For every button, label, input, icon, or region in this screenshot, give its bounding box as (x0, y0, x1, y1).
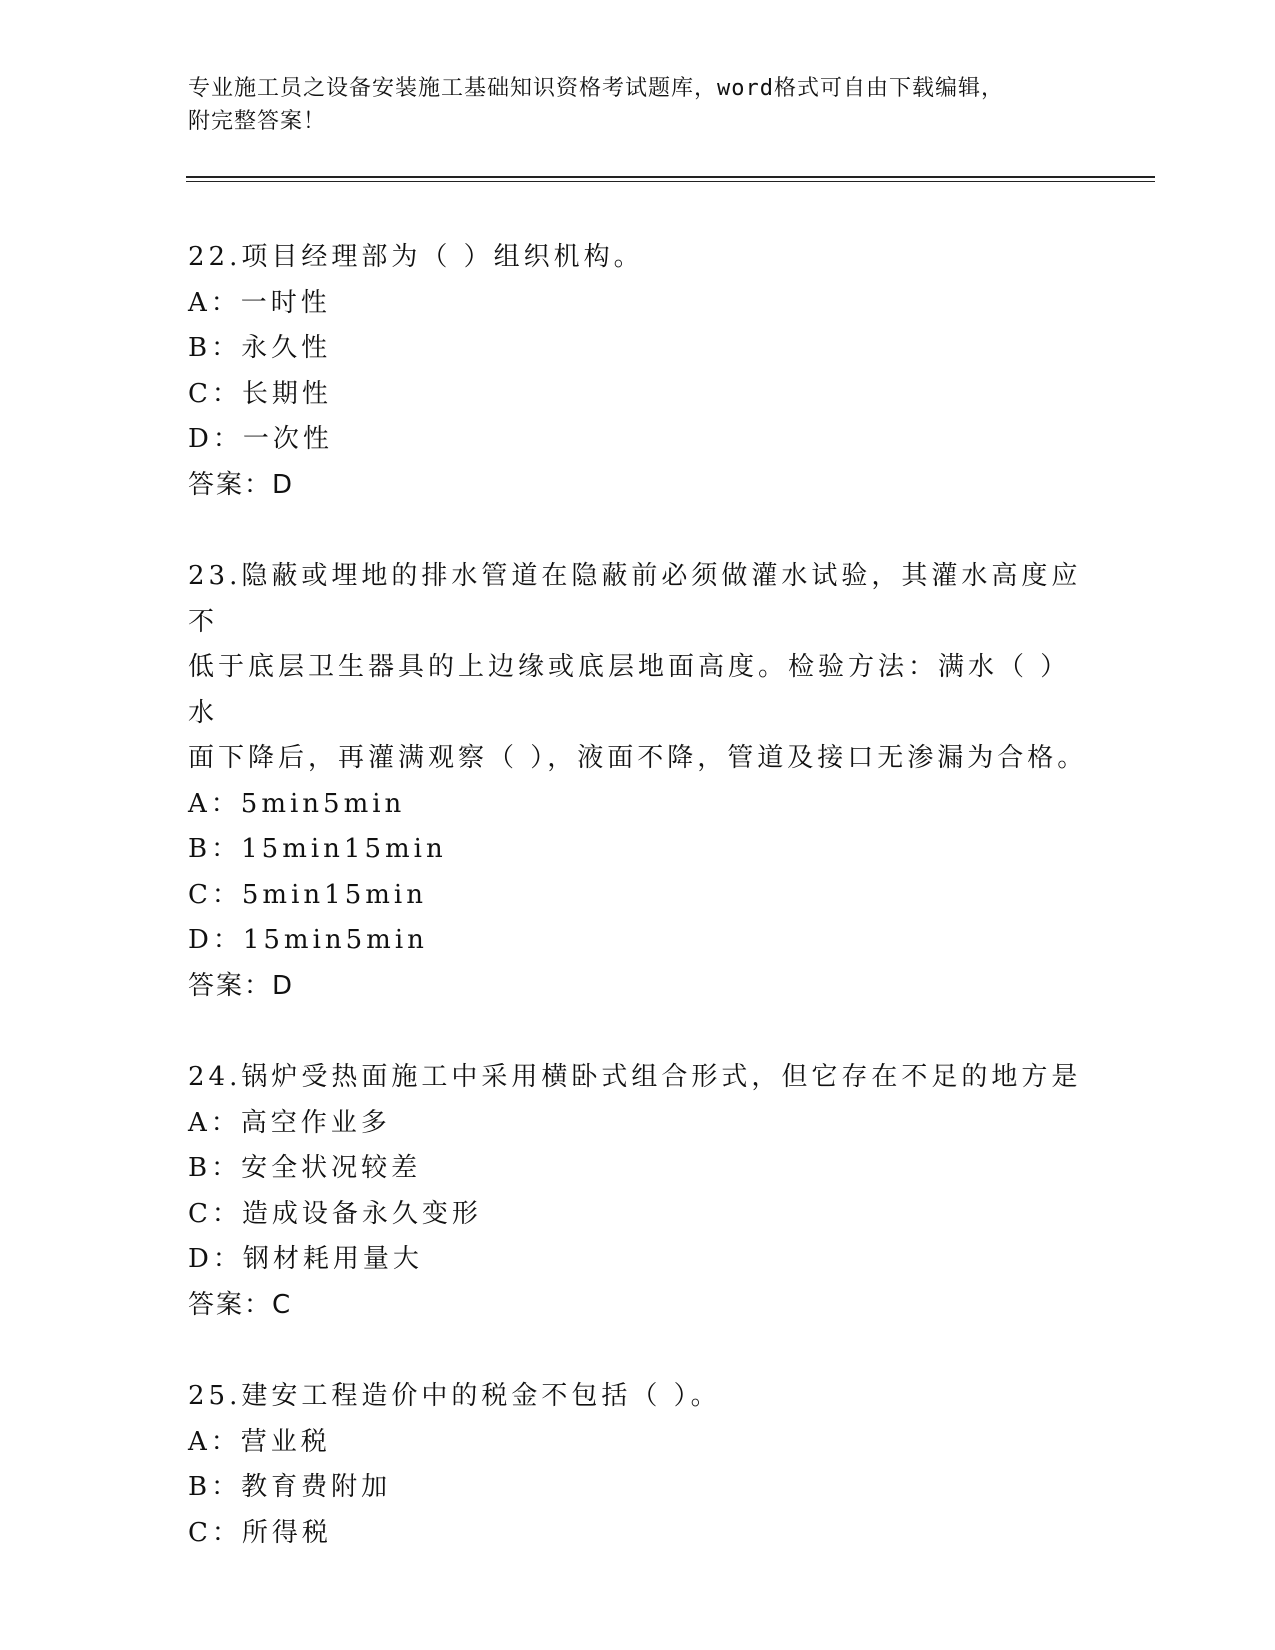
answer-option: A：5min5min (188, 788, 406, 819)
answer-option: A：高空作业多 (188, 1107, 391, 1138)
answer-option: C：造成设备永久变形 (188, 1198, 482, 1229)
answer-option: B：安全状况较差 (188, 1153, 422, 1183)
answer-option: D：15min5min (188, 925, 428, 955)
question-block (188, 1374, 1088, 1556)
answer-option: D：一次性 (188, 424, 333, 454)
question-stem-line: 24.锅炉受热面施工中采用横卧式组合形式，但它存在不足的地方是 (188, 1062, 1082, 1092)
question-stem-line: 低于底层卫生器具的上边缘或底层地面高度。检验方法：满水（ ）水 (188, 652, 1071, 728)
answer-option: A：营业税 (188, 1426, 331, 1457)
answer-option: B：教育费附加 (188, 1472, 392, 1502)
answer-key: 答案：D (188, 970, 295, 1001)
document-header (188, 72, 1068, 138)
answer-option: C：5min15min (188, 879, 427, 910)
answer-option: C：所得税 (188, 1517, 332, 1548)
question-stem-line: 22.项目经理部为（ ）组织机构。 (188, 242, 644, 272)
header-line-2: 附完整答案！ (188, 109, 327, 134)
question-block (188, 1055, 1088, 1328)
answer-key: 答案：D (188, 469, 295, 500)
answer-option: C：长期性 (188, 378, 332, 409)
question-list (188, 235, 1088, 1602)
answer-option: B：永久性 (188, 333, 332, 363)
header-line-1: 专业施工员之设备安装施工基础知识资格考试题库，word格式可自由下载编辑， (188, 76, 1004, 101)
answer-key: 答案：C (188, 1289, 293, 1320)
question-stem-line: 23.隐蔽或埋地的排水管道在隐蔽前必须做灌水试验，其灌水高度应不 (188, 561, 1082, 637)
question-block (188, 554, 1088, 1009)
header-divider-thin (186, 181, 1155, 182)
answer-option: A：一时性 (188, 287, 331, 318)
question-stem-line: 面下降后，再灌满观察（ ），液面不降，管道及接口无渗漏为合格。 (188, 743, 1088, 773)
answer-option: D：钢材耗用量大 (188, 1244, 423, 1274)
question-stem-line: 25.建安工程造价中的税金不包括（ ）。 (188, 1381, 721, 1411)
question-block (188, 235, 1088, 508)
answer-option: B：15min15min (188, 834, 447, 864)
header-divider-thick (186, 176, 1155, 178)
